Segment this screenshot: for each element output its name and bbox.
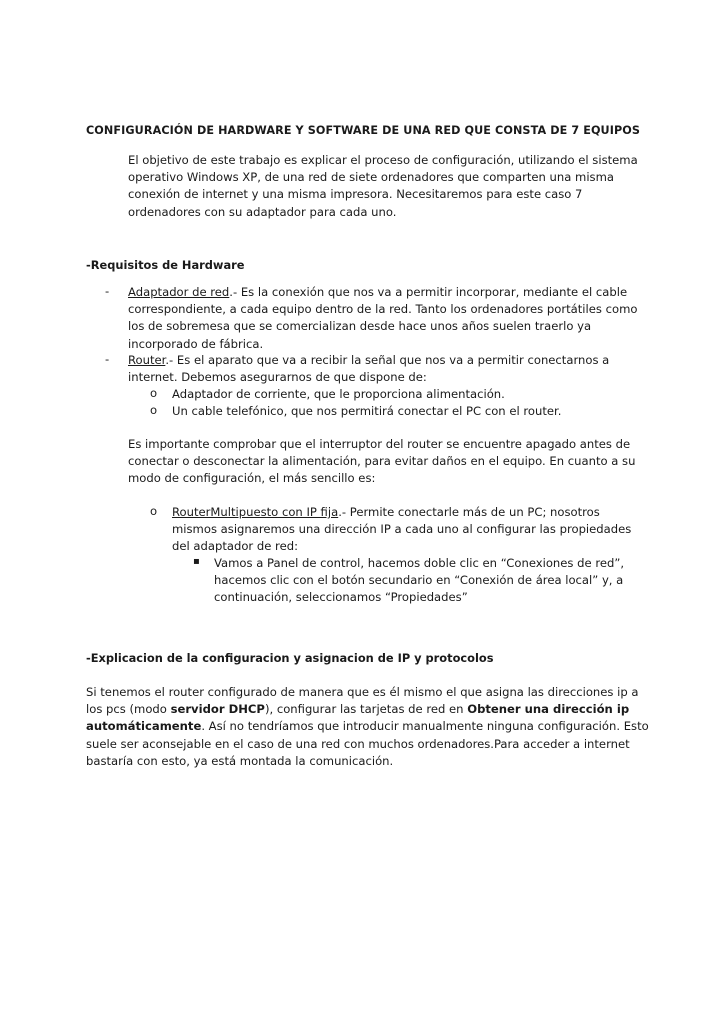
bullet-circle: o: [150, 403, 158, 417]
sub-item-phone-cable: Un cable telefónico, que nos permitirá conectar el PC con el router.: [172, 404, 562, 418]
hardware-heading: -Requisitos de Hardware: [86, 258, 245, 272]
bullet-dash: -: [105, 352, 110, 366]
router-text: .- Es el aparato que va a recibir la señal que nos va a permitir conectarnos a internet. Debemos asegurarnos de que dispone de:: [128, 353, 610, 385]
bullet-circle: o: [150, 504, 158, 518]
list-item-router-multipuesto: [172, 504, 644, 556]
sub-item-power-adapter: Adaptador de corriente, que le proporciona alimentación.: [172, 387, 505, 401]
step-paragraph: Vamos a Panel de control, hacemos doble clic en “Conexiones de red”, hacemos clic con el botón secundario en “Conexión de área local” y, a continuación, seleccionamos “Propiedades”: [214, 556, 625, 605]
explanation-text: Si tenemos el router configurado de manera que es él mismo el que asigna las direcciones ip a los pcs (modo: [86, 685, 639, 717]
explanation-heading: -Explicacion de la configuracion y asignacion de IP y protocolos: [86, 651, 494, 665]
router-note-paragraph: Es importante comprobar que el interruptor del router se encuentre apagado antes de conectar o desconectar la alimentación, para evitar daños en el equipo. En cuanto a su modo de configuración, el más sencillo es:: [128, 437, 636, 486]
bullet-circle: o: [150, 386, 158, 400]
auto-ip-term: Obtener una dirección ip automáticamente: [86, 702, 630, 734]
intro-paragraph: El objetivo de este trabajo es explicar el proceso de configuración, utilizando el sistema operativo Windows XP, de una red de siete ordenadores que comparten una misma conexión de internet y una misma impresora. Necesitaremos para este caso 7 ordenadores con su adaptador para cada uno.: [128, 153, 638, 219]
list-item-router: [128, 352, 638, 386]
document-title: CONFIGURACIÓN DE HARDWARE Y SOFTWARE DE UNA RED QUE CONSTA DE 7 EQUIPOS: [86, 124, 641, 137]
bullet-square: ▪: [193, 556, 200, 567]
list-item-network-adapter: [128, 284, 640, 353]
network-adapter-text: .- Es la conexión que nos va a permitir incorporar, mediante el cable correspondiente, a cada equipo dentro de la red. Tanto los ordenadores portátiles como los de sobremesa que se comercializan desde hace unos años suelen traerlo ya incorporado de fábrica.: [128, 285, 638, 351]
router-multipuesto-link: RouterMultipuesto con IP fija: [172, 505, 339, 519]
explanation-text: ), configurar las tarjetas de red en: [264, 702, 468, 717]
dhcp-term: servidor DHCP: [170, 702, 265, 717]
explanation-paragraph: [86, 684, 654, 770]
network-adapter-link: Adaptador de red: [128, 285, 230, 299]
router-multipuesto-text: .- Permite conectarle más de un PC; nosotros mismos asignaremos una dirección IP a cada uno al configurar las propiedades del adaptador de red:: [172, 505, 632, 554]
router-link: Router: [128, 353, 166, 367]
explanation-text: . Así no tendríamos que introducir manualmente ninguna configuración. Esto suele ser aconsejable en el caso de una red con muchos ordenadores.Para acceder a internet bastaría con esto, ya está montada la comunicación.: [86, 719, 649, 768]
bullet-dash: -: [105, 284, 110, 298]
